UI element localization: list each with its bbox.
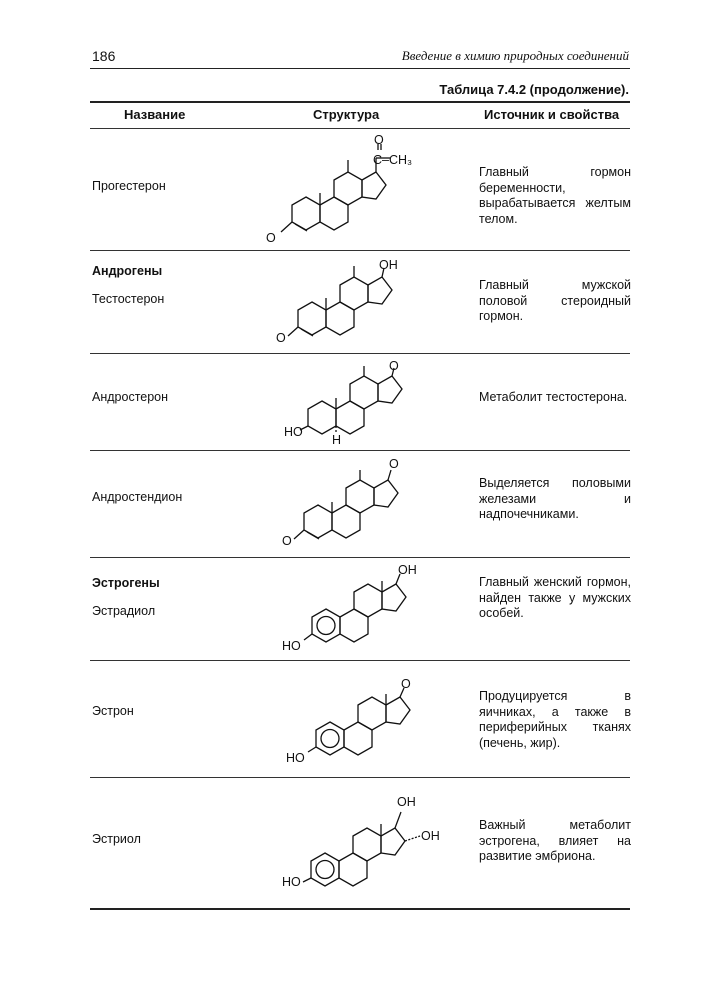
compound-description: Метаболит тестостерона. xyxy=(479,390,628,404)
hydroxyl-label: OH xyxy=(398,563,417,577)
oxo-label: O xyxy=(282,534,292,548)
oxo-label: O xyxy=(266,231,276,245)
compound-name: Андростендион xyxy=(92,490,183,504)
oxo-label: O xyxy=(276,331,286,345)
compound-description: Важный метаболит эстрогена, влияет на развитие эмбриона. xyxy=(479,818,631,863)
compound-description: Выделяется половыми железами и надпочечниками. xyxy=(479,476,631,521)
oxo-label: O xyxy=(389,359,399,373)
hydroxyl-label: OH xyxy=(397,795,416,809)
column-header-structure: Структура xyxy=(313,107,380,122)
running-title: Введение в химию природных соединений xyxy=(401,48,629,63)
hydroxyl-label: OH xyxy=(379,258,398,272)
oxo-label: O xyxy=(389,457,399,471)
compound-name: Эстрадиол xyxy=(92,604,156,618)
page-number: 186 xyxy=(92,48,116,64)
oxo-label: O xyxy=(401,677,411,691)
compound-description: Главный мужской половой стероидный гормон. xyxy=(479,278,631,323)
column-header-name: Название xyxy=(124,107,186,122)
group-label-estrogens: Эстрогены xyxy=(92,576,160,590)
compound-description: Продуцируется в яичниках, а также в периферийных тканях (печень, жир). xyxy=(479,689,631,750)
compound-name: Прогестерон xyxy=(92,179,166,193)
compound-name: Тестостерон xyxy=(92,292,165,306)
hydroxyl-label: HO xyxy=(284,425,303,439)
acetyl-label: C–CH₃ xyxy=(373,153,413,167)
hydroxyl-label: HO xyxy=(286,751,305,765)
compound-description: Главный гормон беременности, вырабатывается желтым телом. xyxy=(479,165,631,226)
group-label-androgens: Андрогены xyxy=(92,264,163,278)
compound-name: Эстриол xyxy=(92,832,141,846)
hydroxyl-label: HO xyxy=(282,639,301,653)
table-caption: Таблица 7.4.2 (продолжение). xyxy=(439,82,629,97)
oxo-label: O xyxy=(374,133,384,147)
column-header-properties: Источник и свойства xyxy=(484,107,620,122)
hydrogen-label: H xyxy=(332,433,342,447)
hydroxyl-label: HO xyxy=(282,875,301,889)
compound-name: Эстрон xyxy=(92,704,134,718)
compound-description: Главный женский гормон, найден также у мужских особей. xyxy=(479,575,631,620)
hydroxyl-label: OH xyxy=(421,829,440,843)
compound-name: Андростерон xyxy=(92,390,169,404)
